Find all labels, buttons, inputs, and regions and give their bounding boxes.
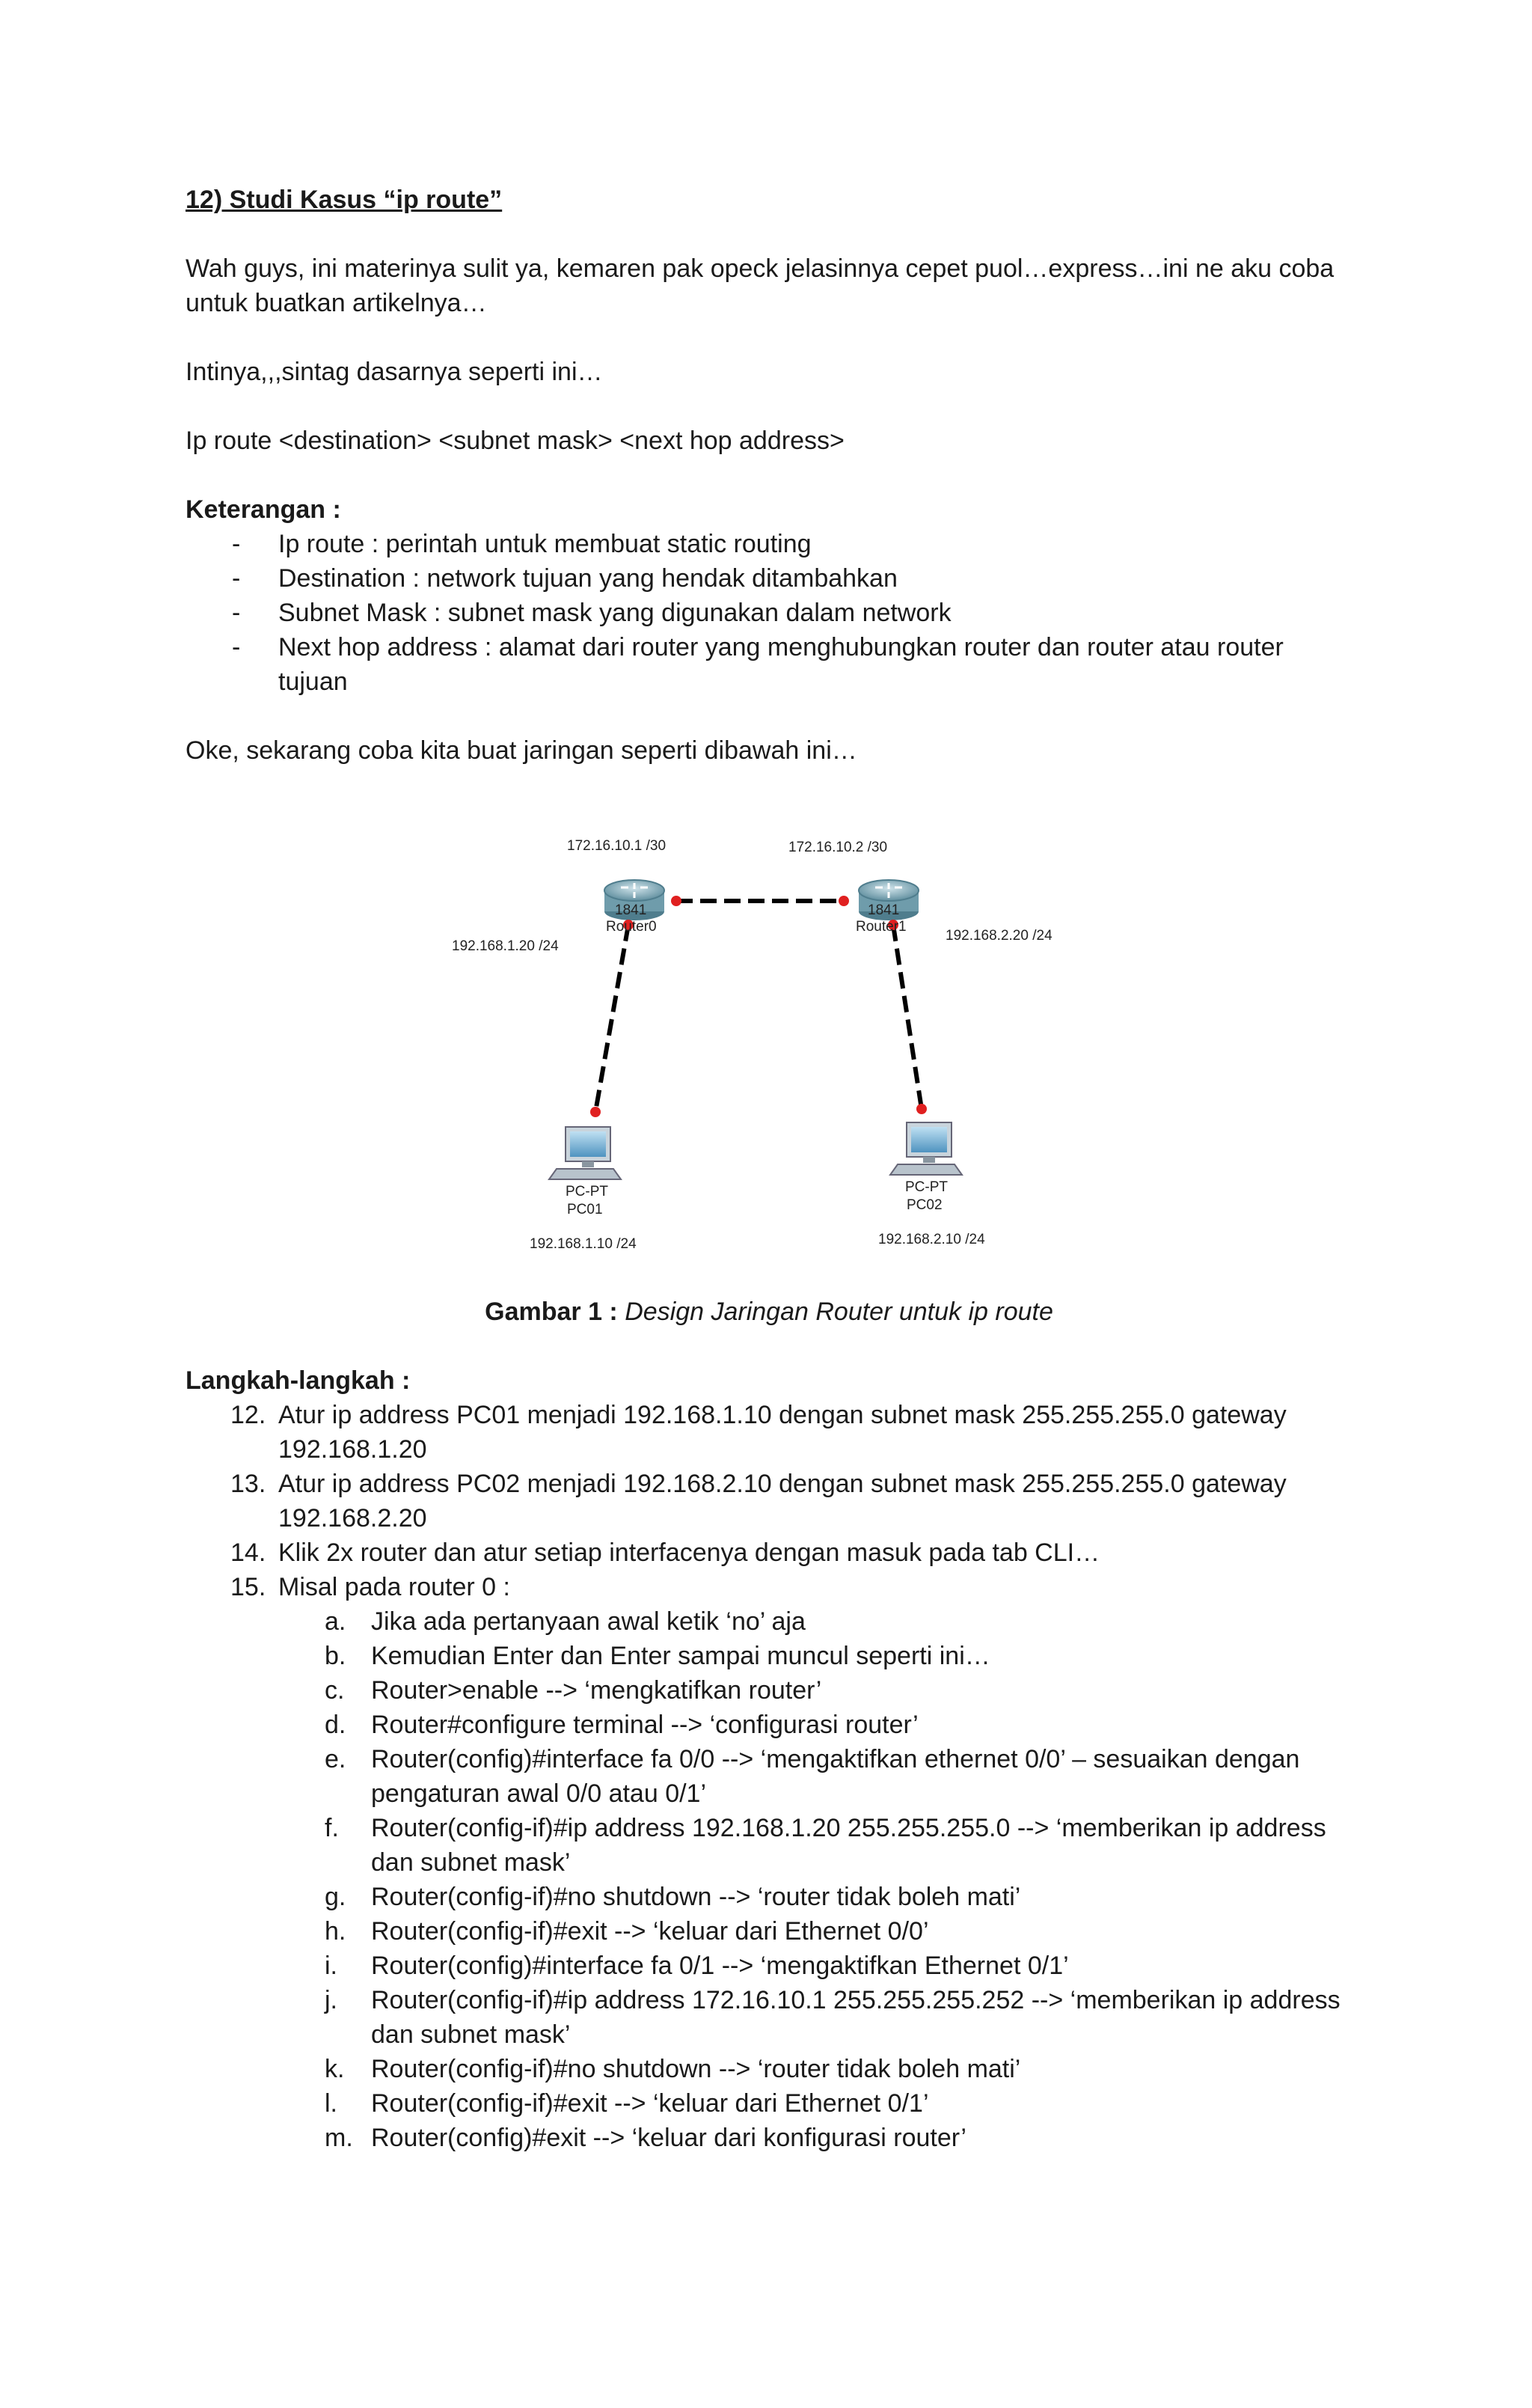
list-item: i. Router(config)#interface fa 0/1 --> ‘mengaktifkan Ethernet 0/1’: [325, 1952, 1069, 1980]
port-dot: [916, 1104, 927, 1114]
router1-model: 1841: [868, 902, 900, 918]
list-item: - Subnet Mask : subnet mask yang digunakan dalam network: [232, 599, 952, 627]
network-diagram: [186, 813, 1352, 1277]
list-item: 13. Atur ip address PC02 menjadi 192.168.2.10 dengan subnet mask 255.255.255.0 gateway 192.168.2.20: [230, 1470, 1287, 1532]
list-item: a. Jika ada pertanyaan awal ketik ‘no’ aja: [325, 1607, 806, 1636]
pc02-ip: 192.168.2.10 /24: [878, 1232, 985, 1247]
figure-intro: Oke, sekarang coba kita buat jaringan seperti dibawah ini…: [186, 736, 857, 765]
router0-lan-ip: 192.168.1.20 /24: [452, 938, 559, 954]
list-item: 15. Misal pada router 0 :: [230, 1573, 510, 1601]
pc02-name: PC02: [907, 1197, 943, 1213]
port-dot: [671, 896, 681, 906]
caption-label: Gambar 1 :: [485, 1298, 618, 1326]
router1-name: Router1: [856, 919, 907, 935]
router1-lan-ip: 192.168.2.20 /24: [946, 928, 1053, 944]
pc02-icon[interactable]: [890, 1122, 962, 1175]
list-item: d. Router#configure terminal --> ‘configurasi router’: [325, 1711, 919, 1739]
link-router0-pc01: [595, 925, 628, 1112]
port-dot: [590, 1107, 601, 1117]
pc01-ip: 192.168.1.10 /24: [530, 1236, 637, 1252]
intro-paragraph: Wah guys, ini materinya sulit ya, kemaren pak opeck jelasinnya cepet puol…express…ini ne aku coba untuk buatkan artikelnya…: [186, 254, 1335, 317]
list-item: j. Router(config-if)#ip address 172.16.10.1 255.255.255.252 --> ‘memberikan ip address dan subnet mask’: [325, 1986, 1340, 2049]
caption-text: Design Jaringan Router untuk ip route: [625, 1298, 1053, 1326]
list-item: f. Router(config-if)#ip address 192.168.1.20 255.255.255.0 --> ‘memberikan ip address dan subnet mask’: [325, 1814, 1326, 1877]
list-item: h. Router(config-if)#exit --> ‘keluar dari Ethernet 0/0’: [325, 1917, 929, 1946]
router0-link-ip: 172.16.10.1 /30: [567, 838, 667, 854]
list-item: b. Kemudian Enter dan Enter sampai muncul seperti ini…: [325, 1642, 990, 1670]
pc01-type: PC-PT: [566, 1184, 608, 1200]
syntax-intro: Intinya,,,sintag dasarnya seperti ini…: [186, 358, 603, 386]
list-item: - Ip route : perintah untuk membuat static routing: [232, 530, 812, 558]
section-title: 12) Studi Kasus “ip route”: [186, 186, 503, 214]
router-config-steps: [186, 1604, 1352, 2155]
list-item: 14. Klik 2x router dan atur setiap interfacenya dengan masuk pada tab CLI…: [230, 1538, 1100, 1567]
list-item: k. Router(config-if)#no shutdown --> ‘router tidak boleh mati’: [325, 2055, 1021, 2083]
port-dot: [839, 896, 849, 906]
list-item: m. Router(config)#exit --> ‘keluar dari konfigurasi router’: [325, 2124, 966, 2152]
list-item: e. Router(config)#interface fa 0/0 --> ‘mengaktifkan ethernet 0/0’ – sesuaikan dengan pengaturan awal 0/0 atau 0/1’: [325, 1745, 1300, 1808]
pc02-type: PC-PT: [905, 1179, 948, 1195]
keterangan-list: [186, 527, 1352, 699]
list-item: - Next hop address : alamat dari router yang menghubungkan router dan router atau router tujuan: [232, 633, 1284, 696]
router0-model: 1841: [615, 902, 647, 918]
router0-name: Router0: [606, 919, 657, 935]
document-page: [186, 183, 1352, 2155]
steps-list: [186, 1398, 1352, 1604]
list-item: l. Router(config-if)#exit --> ‘keluar dari Ethernet 0/1’: [325, 2089, 929, 2118]
link-router1-pc02: [893, 925, 922, 1109]
router1-link-ip: 172.16.10.2 /30: [788, 840, 888, 855]
keterangan-heading: Keterangan :: [186, 495, 341, 524]
pc01-icon[interactable]: [549, 1127, 621, 1179]
steps-heading: Langkah-langkah :: [186, 1366, 411, 1395]
figure-caption: [186, 1295, 1352, 1329]
list-item: 12. Atur ip address PC01 menjadi 192.168.1.10 dengan subnet mask 255.255.255.0 gateway 192.168.1.20: [230, 1401, 1287, 1464]
pc01-name: PC01: [567, 1202, 603, 1217]
syntax-line: Ip route <destination> <subnet mask> <next hop address>: [186, 427, 845, 455]
network-diagram-svg: [186, 813, 1352, 1277]
list-item: g. Router(config-if)#no shutdown --> ‘router tidak boleh mati’: [325, 1883, 1021, 1911]
list-item: - Destination : network tujuan yang hendak ditambahkan: [232, 564, 898, 593]
list-item: c. Router>enable --> ‘mengkatifkan router’: [325, 1676, 822, 1705]
